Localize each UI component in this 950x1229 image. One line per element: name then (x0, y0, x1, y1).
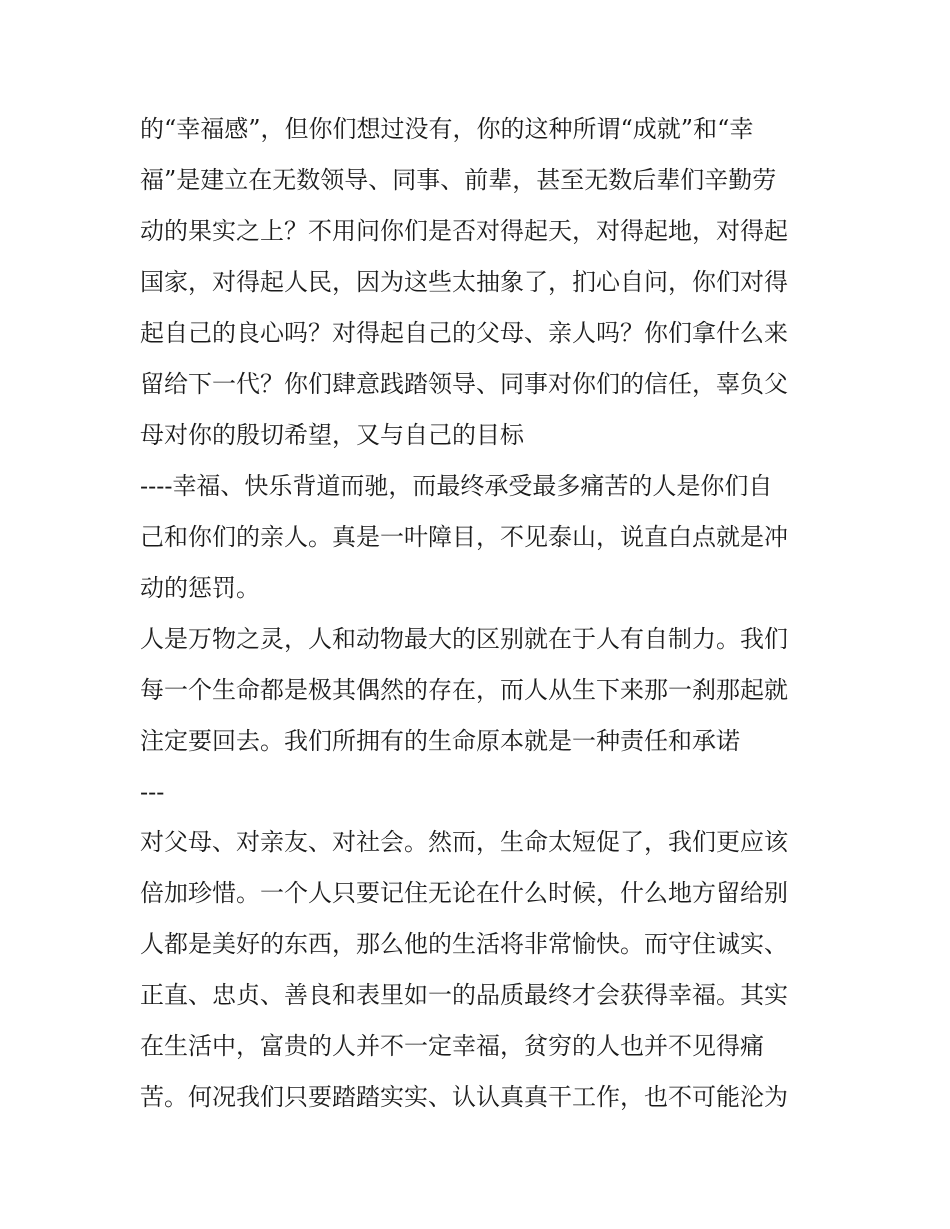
text-line: 在生活中，富贵的人并不一定幸福，贫穷的人也并不见得痛 (140, 1032, 764, 1060)
text-line: 注定要回去。我们所拥有的生命原本就是一种责任和承诺 (140, 727, 740, 755)
document-body (140, 110, 820, 1129)
text-line: 己和你们的亲人。真是一叶障目，不见泰山，说直白点就是冲 (140, 523, 788, 551)
text-line: 母对你的殷切希望，又与自己的目标 (140, 421, 524, 449)
text-line: 人是万物之灵，人和动物最大的区别就在于人有自制力。我们 (140, 625, 788, 653)
text-line: 苦。何况我们只要踏踏实实、认认真真干工作，也不可能沦为 (140, 1083, 788, 1111)
text-line: 留给下一代？你们肆意践踏领导、同事对你们的信任，辜负父 (140, 370, 788, 398)
text-line: 倍加珍惜。一个人只要记住无论在什么时候，什么地方留给别 (140, 879, 788, 907)
text-line: 的“幸福感”，但你们想过没有，你的这种所谓“成就”和“幸 (140, 115, 754, 143)
text-line: 起自己的良心吗？对得起自己的父母、亲人吗？你们拿什么来 (140, 319, 788, 347)
text-line: 人都是美好的东西，那么他的生活将非常愉快。而守住诚实、 (140, 930, 788, 958)
text-line: --- (140, 778, 165, 806)
text-line: 动的惩罚。 (140, 574, 260, 602)
text-line: 对父母、对亲友、对社会。然而，生命太短促了，我们更应该 (140, 828, 788, 856)
text-line: 每一个生命都是极其偶然的存在，而人从生下来那一刹那起就 (140, 676, 788, 704)
text-line: 动的果实之上？不用问你们是否对得起天，对得起地，对得起 (140, 217, 788, 245)
text-line: 正直、忠贞、善良和表里如一的品质最终才会获得幸福。其实 (140, 981, 788, 1009)
text-line: ----幸福、快乐背道而驰，而最终承受最多痛苦的人是你们自 (140, 472, 773, 500)
text-line: 福”是建立在无数领导、同事、前辈，甚至无数后辈们辛勤劳 (140, 166, 777, 194)
text-line: 国家，对得起人民，因为这些太抽象了，扪心自问，你们对得 (140, 268, 788, 296)
